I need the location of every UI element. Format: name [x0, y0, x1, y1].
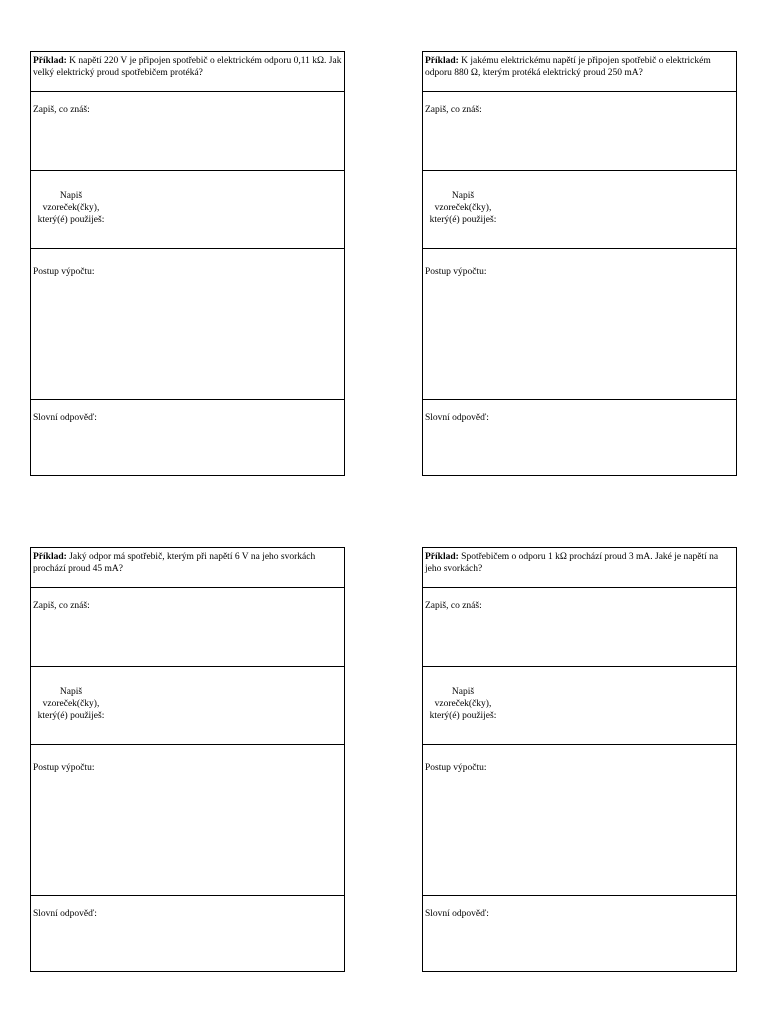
known-values-label: Zapiš, co znáš: — [33, 105, 90, 115]
formula-label-line: který(é) použiješ: — [37, 215, 105, 225]
formula-label-line: který(é) použiješ: — [37, 711, 105, 721]
formula-label — [33, 686, 109, 722]
known-values-cell[interactable] — [31, 91, 344, 170]
answer-label: Slovní odpověď: — [33, 413, 97, 423]
problem-statement — [423, 548, 736, 587]
worksheet-card-4 — [422, 547, 737, 972]
formula-cell[interactable] — [31, 170, 344, 248]
procedure-label: Postup výpočtu: — [33, 267, 95, 277]
problem-prefix: Příklad: — [425, 56, 459, 66]
procedure-label: Postup výpočtu: — [425, 763, 487, 773]
formula-label — [33, 190, 109, 226]
known-values-label: Zapiš, co znáš: — [425, 601, 482, 611]
known-values-label: Zapiš, co znáš: — [33, 601, 90, 611]
formula-label-line: vzoreček(čky), — [434, 203, 492, 213]
formula-label-line: vzoreček(čky), — [42, 699, 100, 709]
formula-label — [425, 686, 501, 722]
procedure-label: Postup výpočtu: — [425, 267, 487, 277]
problem-statement — [423, 52, 736, 91]
answer-label: Slovní odpověď: — [425, 413, 489, 423]
formula-label-line: který(é) použiješ: — [429, 215, 497, 225]
answer-label: Slovní odpověď: — [425, 909, 489, 919]
formula-label-line: který(é) použiješ: — [429, 711, 497, 721]
known-values-cell[interactable] — [31, 587, 344, 666]
problem-prefix: Příklad: — [425, 552, 459, 562]
problem-prefix: Příklad: — [33, 56, 67, 66]
worksheet-card-1 — [30, 51, 345, 476]
procedure-cell[interactable] — [31, 744, 344, 895]
problem-statement — [31, 52, 344, 91]
formula-label-line: Napiš — [59, 687, 83, 697]
formula-label-line: vzoreček(čky), — [42, 203, 100, 213]
procedure-label: Postup výpočtu: — [33, 763, 95, 773]
worksheet-card-2 — [422, 51, 737, 476]
answer-cell[interactable] — [423, 399, 736, 477]
known-values-cell[interactable] — [423, 587, 736, 666]
answer-cell[interactable] — [31, 895, 344, 973]
worksheet-card-3 — [30, 547, 345, 972]
problem-text: K jakému elektrickému napětí je připojen spotřebič o elektrickém odporu 880 Ω, kterým protéká elektrický proud 250 mA? — [425, 56, 711, 78]
problem-text: Jaký odpor má spotřebič, kterým při napětí 6 V na jeho svorkách prochází proud 45 mA? — [33, 552, 316, 574]
problem-prefix: Příklad: — [33, 552, 67, 562]
formula-cell[interactable] — [31, 666, 344, 744]
formula-cell[interactable] — [423, 170, 736, 248]
known-values-cell[interactable] — [423, 91, 736, 170]
formula-cell[interactable] — [423, 666, 736, 744]
formula-label — [425, 190, 501, 226]
answer-cell[interactable] — [31, 399, 344, 477]
formula-label-line: Napiš — [451, 687, 475, 697]
answer-cell[interactable] — [423, 895, 736, 973]
procedure-cell[interactable] — [423, 744, 736, 895]
formula-label-line: Napiš — [451, 191, 475, 201]
problem-text: K napětí 220 V je připojen spotřebič o elektrickém odporu 0,11 kΩ. Jak velký elektrický proud spotřebičem protéká? — [33, 56, 342, 78]
problem-text: Spotřebičem o odporu 1 kΩ prochází proud 3 mA. Jaké je napětí na jeho svorkách? — [425, 552, 719, 574]
procedure-cell[interactable] — [31, 248, 344, 399]
formula-label-line: vzoreček(čky), — [434, 699, 492, 709]
procedure-cell[interactable] — [423, 248, 736, 399]
problem-statement — [31, 548, 344, 587]
answer-label: Slovní odpověď: — [33, 909, 97, 919]
formula-label-line: Napiš — [59, 191, 83, 201]
known-values-label: Zapiš, co znáš: — [425, 105, 482, 115]
